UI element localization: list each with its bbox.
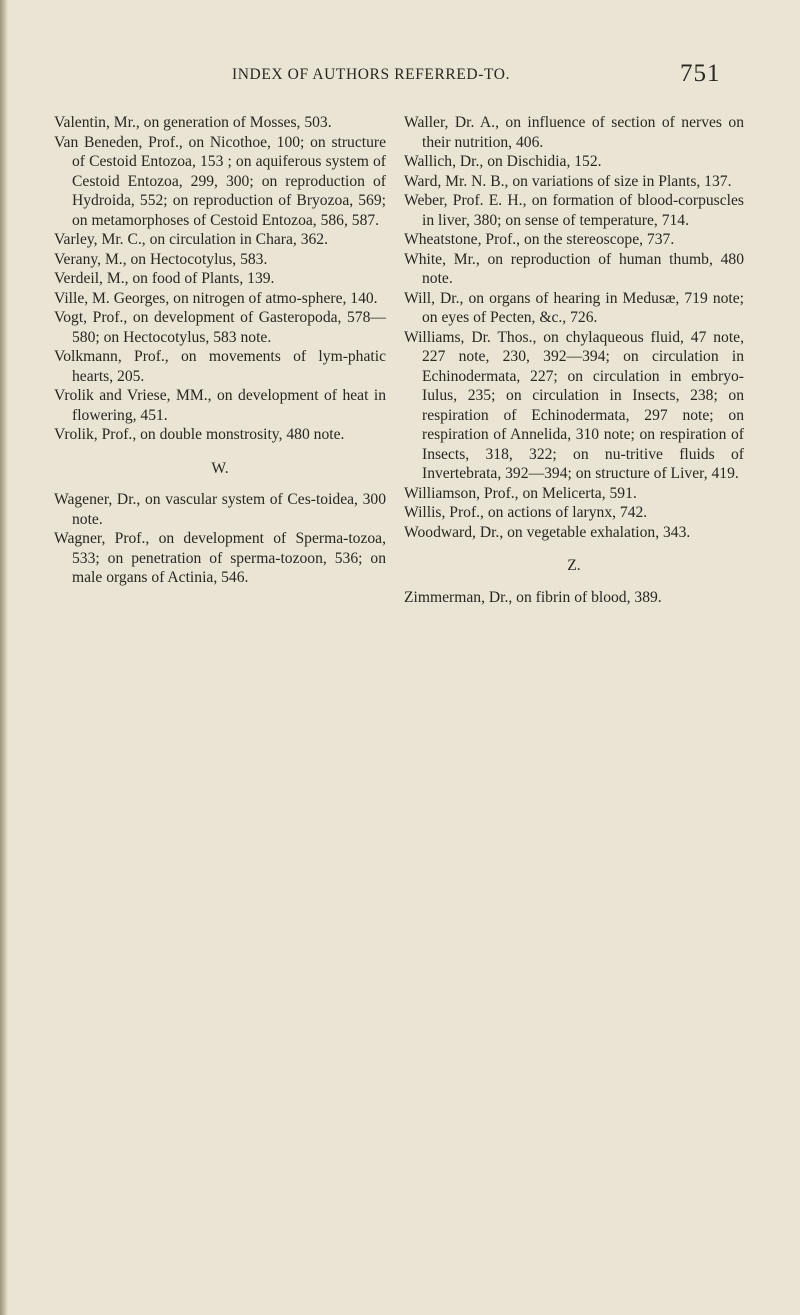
index-entry: Weber, Prof. E. H., on formation of blood-corpuscles in liver, 380; on sense of temperature, 714. <box>404 192 744 229</box>
index-entry: Wheatstone, Prof., on the stereoscope, 737. <box>404 231 675 248</box>
index-entry-list <box>54 113 386 445</box>
index-entry: Valentin, Mr., on generation of Mosses, 503. <box>54 114 332 131</box>
index-entry: Williamson, Prof., on Melicerta, 591. <box>404 484 637 502</box>
index-entry: Vogt, Prof., on development of Gasteropoda, 578—580; on Hectocotylus, 583 note. <box>54 309 386 346</box>
index-entry: Vrolik, Prof., on double monstrosity, 480 note. <box>54 426 345 443</box>
index-entry: Vrolik and Vriese, MM., on development of heat in flowering, 451. <box>54 387 386 424</box>
section-heading-w: W. <box>211 459 229 477</box>
index-entry: Verany, M., on Hectocotylus, 583. <box>54 250 268 268</box>
index-entry: Willis, Prof., on actions of larynx, 742. <box>404 504 648 521</box>
page-number: 751 <box>680 60 721 87</box>
index-entry-list <box>404 113 744 542</box>
left-column <box>54 113 386 588</box>
right-column <box>404 113 744 607</box>
index-entry: Wallich, Dr., on Dischidia, 152. <box>404 153 602 170</box>
index-entry: Will, Dr., on organs of hearing in Medusæ, 719 note; on eyes of Pecten, &c., 726. <box>404 289 744 326</box>
section-heading-z: Z. <box>567 557 581 574</box>
index-entry: Verdeil, M., on food of Plants, 139. <box>54 270 275 287</box>
index-entry: Wagener, Dr., on vascular system of Ces-toidea, 300 note. <box>54 491 386 528</box>
index-entry-list <box>404 588 744 608</box>
index-entry: Zimmerman, Dr., on fibrin of blood, 389. <box>404 588 662 606</box>
page-binding-edge <box>0 0 8 1315</box>
index-entry: Williams, Dr. Thos., on chylaqueous fluid, 47 note, 227 note, 230, 392—394; on circulation in Echinodermata, 227; on circulation in embryo-Iulus, 235; on circulation in Insects, 238; on respiration of Echinodermata, 297 note; on respiration of Annelida, 310 note; on respiration of Insects, 318, 322; on nu-tritive fluids of Invertebrata, 392—394; on structure of Liver, 419. <box>404 328 744 482</box>
index-entry: Woodward, Dr., on vegetable exhalation, 343. <box>404 523 691 541</box>
index-entry: Volkmann, Prof., on movements of lym-phatic hearts, 205. <box>54 348 386 385</box>
index-entry: White, Mr., on reproduction of human thumb, 480 note. <box>404 250 744 287</box>
index-entry: Wagner, Prof., on development of Sperma-tozoa, 533; on penetration of sperma-tozoon, 536; on male organs of Actinia, 546. <box>54 530 386 586</box>
index-entry-list <box>54 490 386 588</box>
index-entry: Van Beneden, Prof., on Nicothoe, 100; on structure of Cestoid Entozoa, 153 ; on aquiferous system of Cestoid Entozoa, 299, 300; on reproduction of Hydroida, 552; on reproduction of Bryozoa, 569; on metamorphoses of Cestoid Entozoa, 586, 587. <box>54 133 386 229</box>
index-entry: Ward, Mr. N. B., on variations of size in Plants, 137. <box>404 172 732 190</box>
index-entry: Waller, Dr. A., on influence of section of nerves on their nutrition, 406. <box>404 114 744 151</box>
index-entry: Varley, Mr. C., on circulation in Chara, 362. <box>54 231 328 248</box>
index-entry: Ville, M. Georges, on nitrogen of atmo-sphere, 140. <box>54 289 378 307</box>
page-header <box>0 60 800 100</box>
running-title: INDEX OF AUTHORS REFERRED-TO. <box>232 66 511 83</box>
